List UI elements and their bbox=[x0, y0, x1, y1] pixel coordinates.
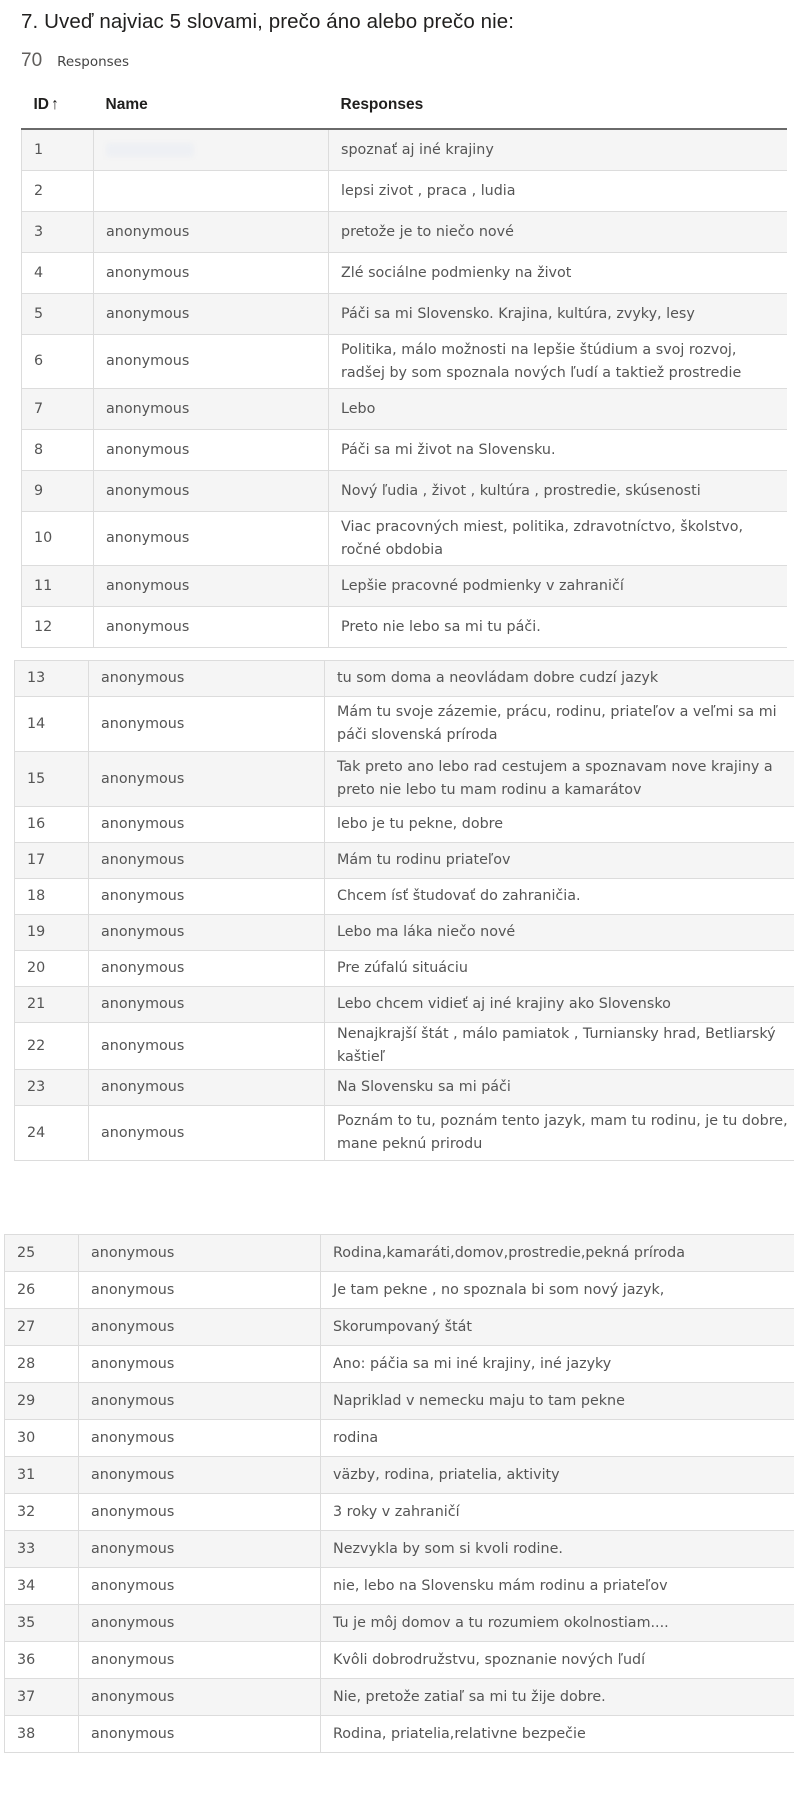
cell-id: 7 bbox=[22, 389, 94, 430]
cell-id: 8 bbox=[22, 430, 94, 471]
cell-response: Rodina, priatelia,relativne bezpečie bbox=[321, 1716, 794, 1753]
table-row[interactable] bbox=[22, 171, 788, 212]
cell-response: lepsi zivot , praca , ludia bbox=[329, 171, 788, 212]
cell-response: pretože je to niečo nové bbox=[329, 212, 788, 253]
column-header-name[interactable]: Name bbox=[94, 82, 329, 129]
responses-table bbox=[21, 82, 787, 648]
cell-name: anonymous bbox=[89, 1070, 325, 1106]
table-row[interactable] bbox=[22, 430, 788, 471]
cell-name: anonymous bbox=[79, 1642, 321, 1679]
table-row[interactable] bbox=[15, 915, 794, 951]
column-header-id[interactable]: ID ↑ bbox=[22, 82, 94, 129]
table-row[interactable] bbox=[15, 879, 794, 915]
table-row[interactable] bbox=[5, 1309, 794, 1346]
cell-id: 34 bbox=[5, 1568, 79, 1605]
cell-response: tu som doma a neovládam dobre cudzí jazyk bbox=[325, 661, 794, 697]
cell-response: Zlé sociálne podmienky na život bbox=[329, 253, 788, 294]
cell-id: 1 bbox=[22, 129, 94, 171]
cell-id: 31 bbox=[5, 1457, 79, 1494]
cell-response: Lebo bbox=[329, 389, 788, 430]
cell-id: 23 bbox=[15, 1070, 89, 1106]
cell-id: 15 bbox=[15, 752, 89, 807]
cell-name: anonymous bbox=[79, 1531, 321, 1568]
cell-id: 22 bbox=[15, 1023, 89, 1070]
cell-response: spoznať aj iné krajiny bbox=[329, 129, 788, 171]
cell-id: 29 bbox=[5, 1383, 79, 1420]
table-row[interactable] bbox=[5, 1346, 794, 1383]
cell-response: Nie, pretože zatiaľ sa mi tu žije dobre. bbox=[321, 1679, 794, 1716]
response-count-number: 70 bbox=[21, 50, 43, 71]
cell-id: 20 bbox=[15, 951, 89, 987]
cell-name: anonymous bbox=[94, 430, 329, 471]
cell-response: Poznám to tu, poznám tento jazyk, mam tu rodinu, je tu dobre, mane peknú prirodu bbox=[325, 1106, 794, 1161]
cell-response: Mám tu svoje zázemie, prácu, rodinu, priateľov a veľmi sa mi páči slovenská príroda bbox=[325, 697, 794, 752]
cell-response: Politika, málo možnosti na lepšie štúdium a svoj rozvoj, radšej by som spoznala nových ľudí a taktiež prostredie bbox=[329, 335, 788, 389]
cell-response: Chcem ísť študovať do zahraničia. bbox=[325, 879, 794, 915]
cell-name: anonymous bbox=[89, 915, 325, 951]
table-row[interactable] bbox=[5, 1420, 794, 1457]
cell-name: anonymous bbox=[94, 566, 329, 607]
column-header-responses[interactable]: Responses bbox=[329, 82, 788, 129]
cell-id: 5 bbox=[22, 294, 94, 335]
cell-id: 33 bbox=[5, 1531, 79, 1568]
responses-table bbox=[4, 1234, 794, 1753]
table-row[interactable] bbox=[5, 1235, 794, 1272]
cell-name: anonymous bbox=[79, 1457, 321, 1494]
cell-response: Pre zúfalú situáciu bbox=[325, 951, 794, 987]
table-row[interactable] bbox=[5, 1272, 794, 1309]
cell-id: 28 bbox=[5, 1346, 79, 1383]
cell-id: 16 bbox=[15, 807, 89, 843]
table-row[interactable] bbox=[22, 471, 788, 512]
cell-response: Viac pracovných miest, politika, zdravotníctvo, školstvo, ročné obdobia bbox=[329, 512, 788, 566]
cell-response: Mám tu rodinu priateľov bbox=[325, 843, 794, 879]
table-row[interactable] bbox=[5, 1531, 794, 1568]
cell-name: anonymous bbox=[89, 879, 325, 915]
cell-response: Kvôli dobrodružstvu, spoznanie nových ľudí bbox=[321, 1642, 794, 1679]
cell-name: anonymous bbox=[79, 1309, 321, 1346]
cell-id: 6 bbox=[22, 335, 94, 389]
cell-name: anonymous bbox=[94, 253, 329, 294]
cell-id: 14 bbox=[15, 697, 89, 752]
cell-id: 4 bbox=[22, 253, 94, 294]
cell-name: anonymous bbox=[79, 1605, 321, 1642]
cell-response: Lebo chcem vidieť aj iné krajiny ako Slovensko bbox=[325, 987, 794, 1023]
responses-table-segment-2 bbox=[14, 660, 794, 1230]
cell-response: lebo je tu pekne, dobre bbox=[325, 807, 794, 843]
cell-name: anonymous bbox=[89, 951, 325, 987]
table-row[interactable] bbox=[15, 1106, 794, 1161]
cell-id: 36 bbox=[5, 1642, 79, 1679]
cell-id: 35 bbox=[5, 1605, 79, 1642]
table-row[interactable] bbox=[15, 1070, 794, 1106]
cell-response: rodina bbox=[321, 1420, 794, 1457]
cell-name: anonymous bbox=[89, 807, 325, 843]
cell-response: Na Slovensku sa mi páči bbox=[325, 1070, 794, 1106]
table-row[interactable] bbox=[22, 253, 788, 294]
cell-response: Páči sa mi Slovensko. Krajina, kultúra, zvyky, lesy bbox=[329, 294, 788, 335]
cell-response: Tu je môj domov a tu rozumiem okolnostiam.... bbox=[321, 1605, 794, 1642]
cell-response: Rodina,kamaráti,domov,prostredie,pekná príroda bbox=[321, 1235, 794, 1272]
cell-response: nie, lebo na Slovensku mám rodinu a priateľov bbox=[321, 1568, 794, 1605]
cell-name: anonymous bbox=[79, 1568, 321, 1605]
cell-name: anonymous bbox=[94, 471, 329, 512]
table-header-row bbox=[22, 82, 788, 129]
table-row[interactable] bbox=[5, 1568, 794, 1605]
table-row[interactable] bbox=[5, 1716, 794, 1753]
cell-response: Tak preto ano lebo rad cestujem a spoznavam nove krajiny a preto nie lebo tu mam rodinu a kamarátov bbox=[325, 752, 794, 807]
table-row[interactable] bbox=[5, 1679, 794, 1716]
cell-response: Skorumpovaný štát bbox=[321, 1309, 794, 1346]
table-row[interactable] bbox=[15, 697, 794, 752]
table-row[interactable] bbox=[22, 129, 788, 171]
table-row[interactable] bbox=[15, 1023, 794, 1070]
table-row[interactable] bbox=[15, 752, 794, 807]
response-count bbox=[21, 50, 781, 72]
cell-id: 10 bbox=[22, 512, 94, 566]
redacted-name-blur bbox=[106, 143, 194, 157]
cell-id: 3 bbox=[22, 212, 94, 253]
cell-name: anonymous bbox=[89, 1106, 325, 1161]
cell-response: Je tam pekne , no spoznala bi som nový jazyk, bbox=[321, 1272, 794, 1309]
cell-name: anonymous bbox=[79, 1420, 321, 1457]
table-row[interactable] bbox=[5, 1642, 794, 1679]
cell-response: Ano: páčia sa mi iné krajiny, iné jazyky bbox=[321, 1346, 794, 1383]
cell-id: 17 bbox=[15, 843, 89, 879]
responses-table bbox=[14, 660, 794, 1161]
cell-name: anonymous bbox=[79, 1716, 321, 1753]
cell-name: anonymous bbox=[94, 389, 329, 430]
cell-name: anonymous bbox=[89, 752, 325, 807]
cell-id: 25 bbox=[5, 1235, 79, 1272]
cell-name bbox=[94, 129, 329, 171]
cell-id: 2 bbox=[22, 171, 94, 212]
cell-name: anonymous bbox=[94, 335, 329, 389]
cell-response: Napriklad v nemecku maju to tam pekne bbox=[321, 1383, 794, 1420]
table-row[interactable] bbox=[15, 987, 794, 1023]
cell-response: väzby, rodina, priatelia, aktivity bbox=[321, 1457, 794, 1494]
cell-id: 13 bbox=[15, 661, 89, 697]
cell-name bbox=[94, 171, 329, 212]
cell-name: anonymous bbox=[79, 1235, 321, 1272]
table-row[interactable] bbox=[15, 661, 794, 697]
cell-response: Nový ľudia , život , kultúra , prostredie, skúsenosti bbox=[329, 471, 788, 512]
cell-name: anonymous bbox=[79, 1272, 321, 1309]
cell-id: 38 bbox=[5, 1716, 79, 1753]
cell-response: Páči sa mi život na Slovensku. bbox=[329, 430, 788, 471]
cell-id: 27 bbox=[5, 1309, 79, 1346]
cell-id: 32 bbox=[5, 1494, 79, 1531]
cell-id: 37 bbox=[5, 1679, 79, 1716]
responses-table-segment-1 bbox=[21, 82, 787, 652]
table-row[interactable] bbox=[5, 1457, 794, 1494]
table-row[interactable] bbox=[22, 335, 788, 389]
cell-response: Nenajkrajší štát , málo pamiatok , Turniansky hrad, Betliarský kaštieľ bbox=[325, 1023, 794, 1070]
cell-id: 21 bbox=[15, 987, 89, 1023]
response-count-label: Responses bbox=[57, 54, 130, 70]
cell-id: 19 bbox=[15, 915, 89, 951]
question-header bbox=[21, 8, 781, 72]
cell-id: 12 bbox=[22, 607, 94, 648]
cell-name: anonymous bbox=[94, 212, 329, 253]
table-row[interactable] bbox=[5, 1605, 794, 1642]
cell-name: anonymous bbox=[79, 1383, 321, 1420]
cell-name: anonymous bbox=[94, 607, 329, 648]
cell-id: 24 bbox=[15, 1106, 89, 1161]
table-row[interactable] bbox=[22, 566, 788, 607]
cell-id: 11 bbox=[22, 566, 94, 607]
table-row[interactable] bbox=[22, 512, 788, 566]
table-row[interactable] bbox=[22, 212, 788, 253]
cell-name: anonymous bbox=[79, 1679, 321, 1716]
cell-response: Lebo ma láka niečo nové bbox=[325, 915, 794, 951]
cell-name: anonymous bbox=[94, 294, 329, 335]
cell-response: 3 roky v zahraničí bbox=[321, 1494, 794, 1531]
table-row[interactable] bbox=[15, 951, 794, 987]
sort-ascending-icon[interactable]: ↑ bbox=[51, 96, 59, 113]
cell-id: 26 bbox=[5, 1272, 79, 1309]
cell-response: Nezvykla by som si kvoli rodine. bbox=[321, 1531, 794, 1568]
table-row[interactable] bbox=[5, 1383, 794, 1420]
cell-name: anonymous bbox=[94, 512, 329, 566]
cell-response: Lepšie pracovné podmienky v zahraničí bbox=[329, 566, 788, 607]
cell-name: anonymous bbox=[89, 987, 325, 1023]
cell-name: anonymous bbox=[79, 1494, 321, 1531]
table-row[interactable] bbox=[15, 843, 794, 879]
cell-name: anonymous bbox=[89, 697, 325, 752]
cell-response: Preto nie lebo sa mi tu páči. bbox=[329, 607, 788, 648]
table-row[interactable] bbox=[5, 1494, 794, 1531]
table-row[interactable] bbox=[22, 294, 788, 335]
cell-id: 30 bbox=[5, 1420, 79, 1457]
table-row[interactable] bbox=[22, 389, 788, 430]
cell-id: 9 bbox=[22, 471, 94, 512]
cell-id: 18 bbox=[15, 879, 89, 915]
question-title: 7. Uveď najviac 5 slovami, prečo áno alebo prečo nie: bbox=[21, 10, 515, 33]
table-row[interactable] bbox=[15, 807, 794, 843]
cell-name: anonymous bbox=[89, 843, 325, 879]
responses-table-segment-3 bbox=[4, 1234, 794, 1817]
cell-name: anonymous bbox=[79, 1346, 321, 1383]
table-row[interactable] bbox=[22, 607, 788, 648]
cell-name: anonymous bbox=[89, 661, 325, 697]
cell-name: anonymous bbox=[89, 1023, 325, 1070]
